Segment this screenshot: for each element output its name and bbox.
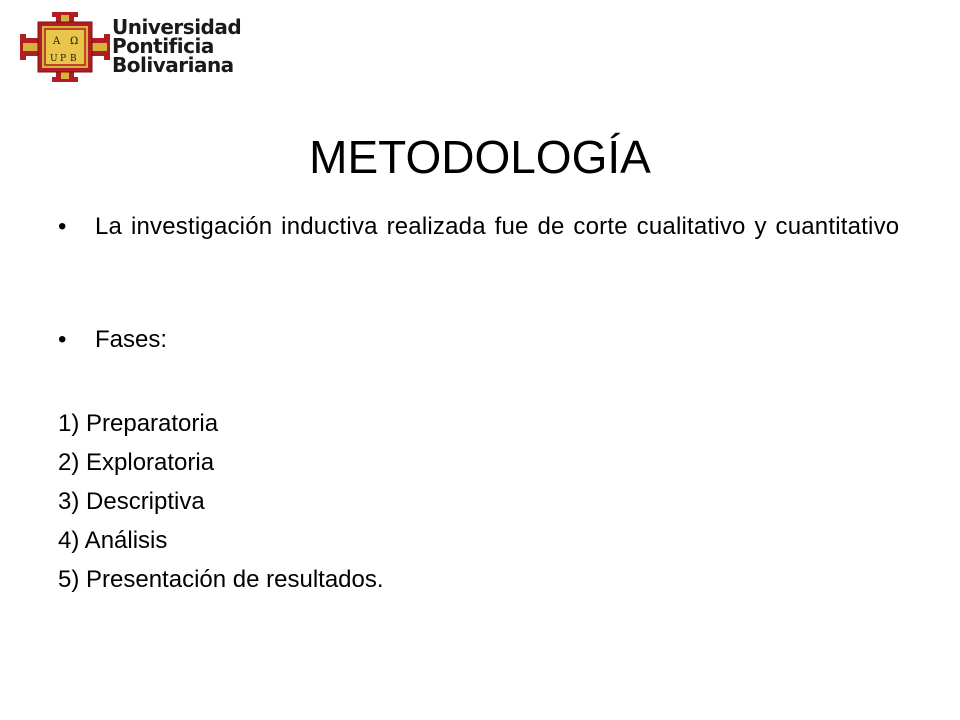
slide-title: METODOLOGÍA: [309, 131, 651, 183]
university-crest-icon: [20, 12, 110, 82]
bullet-dot: •: [58, 213, 67, 240]
svg-text:A: A: [53, 36, 61, 47]
university-name-line-1: Universidad: [112, 15, 242, 39]
bullet-dot: •: [58, 326, 67, 353]
svg-text:U: U: [50, 54, 58, 64]
bullet-text: La investigación inductiva realizada fue de corte cualitativo y cuantitativo: [95, 213, 900, 240]
university-name-line-2: Pontificia: [112, 34, 214, 58]
svg-text:B: B: [70, 54, 77, 64]
phases-list: [58, 404, 858, 599]
svg-text:Ω: Ω: [70, 36, 79, 47]
bullet-text: Fases:: [95, 326, 168, 353]
phase-item: 5) Presentación de resultados.: [58, 566, 384, 593]
university-name-line-3: Bolivariana: [112, 53, 234, 77]
phase-item: 4) Análisis: [58, 527, 168, 554]
phase-item: 3) Descriptiva: [58, 488, 205, 515]
university-logo: [20, 12, 270, 82]
university-name: [112, 15, 272, 77]
svg-text:P: P: [60, 54, 67, 64]
phase-item: 2) Exploratoria: [58, 449, 215, 476]
phase-item: 1) Preparatoria: [58, 410, 219, 437]
